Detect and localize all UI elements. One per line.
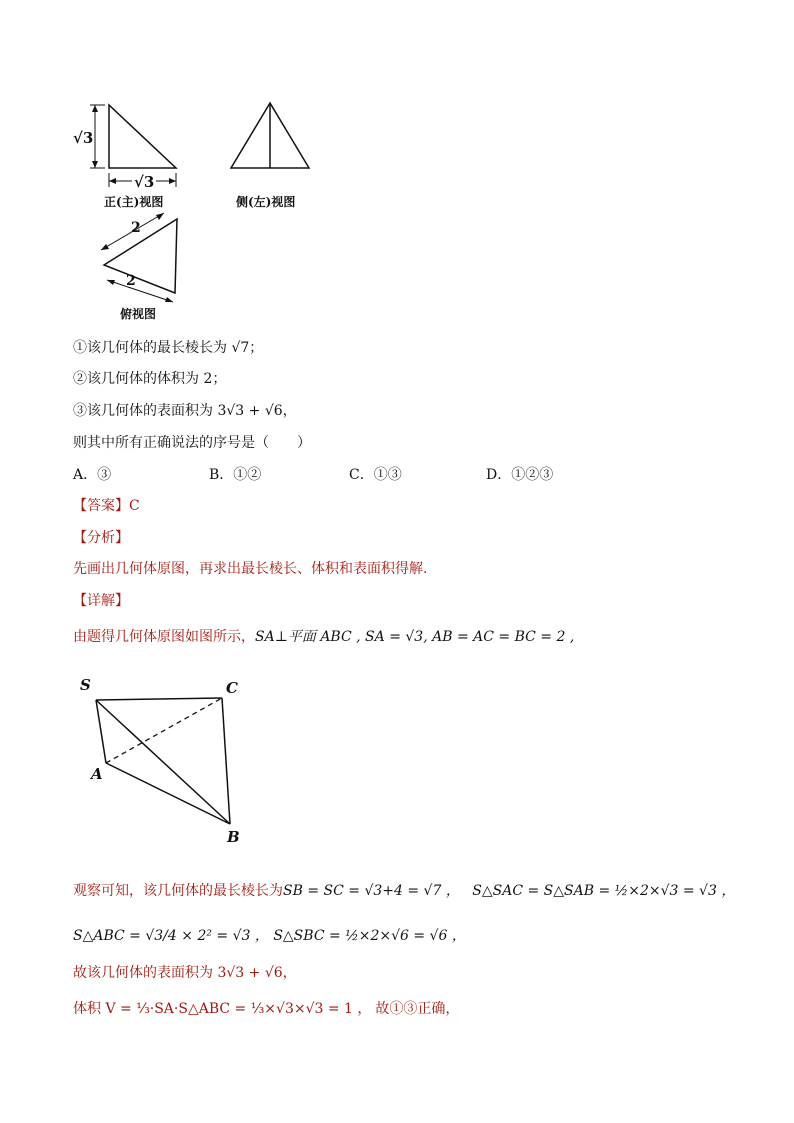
three-view-figures [60, 95, 360, 325]
top-edge1-label: 2 [131, 220, 141, 236]
solid-drawing [75, 672, 275, 852]
detail-intro-math: SA⊥平面 ABC , SA = √3, AB = AC = BC = 2 , [255, 629, 575, 645]
statement-1: ①该几何体的最长棱长为 √7； [73, 340, 264, 356]
option-c: C．①③ [349, 467, 402, 483]
option-b: B．①② [209, 467, 262, 483]
work-line4-conclusion: 故①③正确， [375, 1001, 460, 1017]
statement-2: ②该几何体的体积为 2； [73, 371, 227, 387]
solid-figure [75, 672, 275, 852]
answer-value: C [129, 498, 140, 514]
detail-intro-text: 由题得几何体原图如图所示， [73, 629, 255, 645]
work-line1-area: S△SAC = S△SAB = ½×2×√3 = √3 ， [472, 883, 736, 899]
front-view-triangle [109, 105, 176, 168]
work-line1-math: SB = SC = √3+4 = √7 ， [283, 883, 460, 899]
three-view-drawing [60, 95, 360, 325]
detail-intro [73, 626, 574, 646]
question-line: 则其中所有正确说法的序号是（ ） [73, 435, 311, 451]
statement-3: ③该几何体的表面积为 3√3 + √6， [73, 403, 297, 419]
work-line-3: 故该几何体的表面积为 3√3 + √6， [73, 965, 297, 981]
work-line4-math: 体积 V = ⅓·SA·S△ABC = ⅓×√3×√3 = 1 ， [73, 1001, 372, 1017]
vertex-c: C [226, 679, 238, 697]
top-edge2-label: 2 [126, 273, 136, 289]
option-d: D．①②③ [486, 467, 554, 483]
vertex-s: S [80, 676, 91, 694]
work-line-2: S△ABC = √3/4 × 2² = √3 ， S△SBC = ½×2×√6 = √6 ， [73, 928, 466, 944]
top-view-caption: 俯视图 [120, 307, 157, 321]
work-line-4 [73, 998, 459, 1018]
work-line-1 [73, 880, 735, 900]
answer-line [73, 495, 140, 515]
analysis-text: 先画出几何体原图，再求出最长棱长、体积和表面积得解. [73, 561, 428, 577]
front-height-label: √3 [73, 129, 94, 147]
analysis-tag: 【分析】 [73, 530, 129, 546]
answer-tag: 【答案】 [73, 498, 129, 514]
vertex-a: A [91, 765, 103, 783]
front-view-caption: 正(主)视图 [104, 195, 164, 209]
detail-tag: 【详解】 [73, 593, 129, 609]
work-line1-text: 观察可知，该几何体的最长棱长为 [73, 883, 283, 899]
option-a: A．③ [73, 467, 112, 483]
side-view-caption: 侧(左)视图 [236, 195, 296, 209]
vertex-b: B [227, 828, 240, 846]
front-width-label: √3 [134, 173, 155, 191]
